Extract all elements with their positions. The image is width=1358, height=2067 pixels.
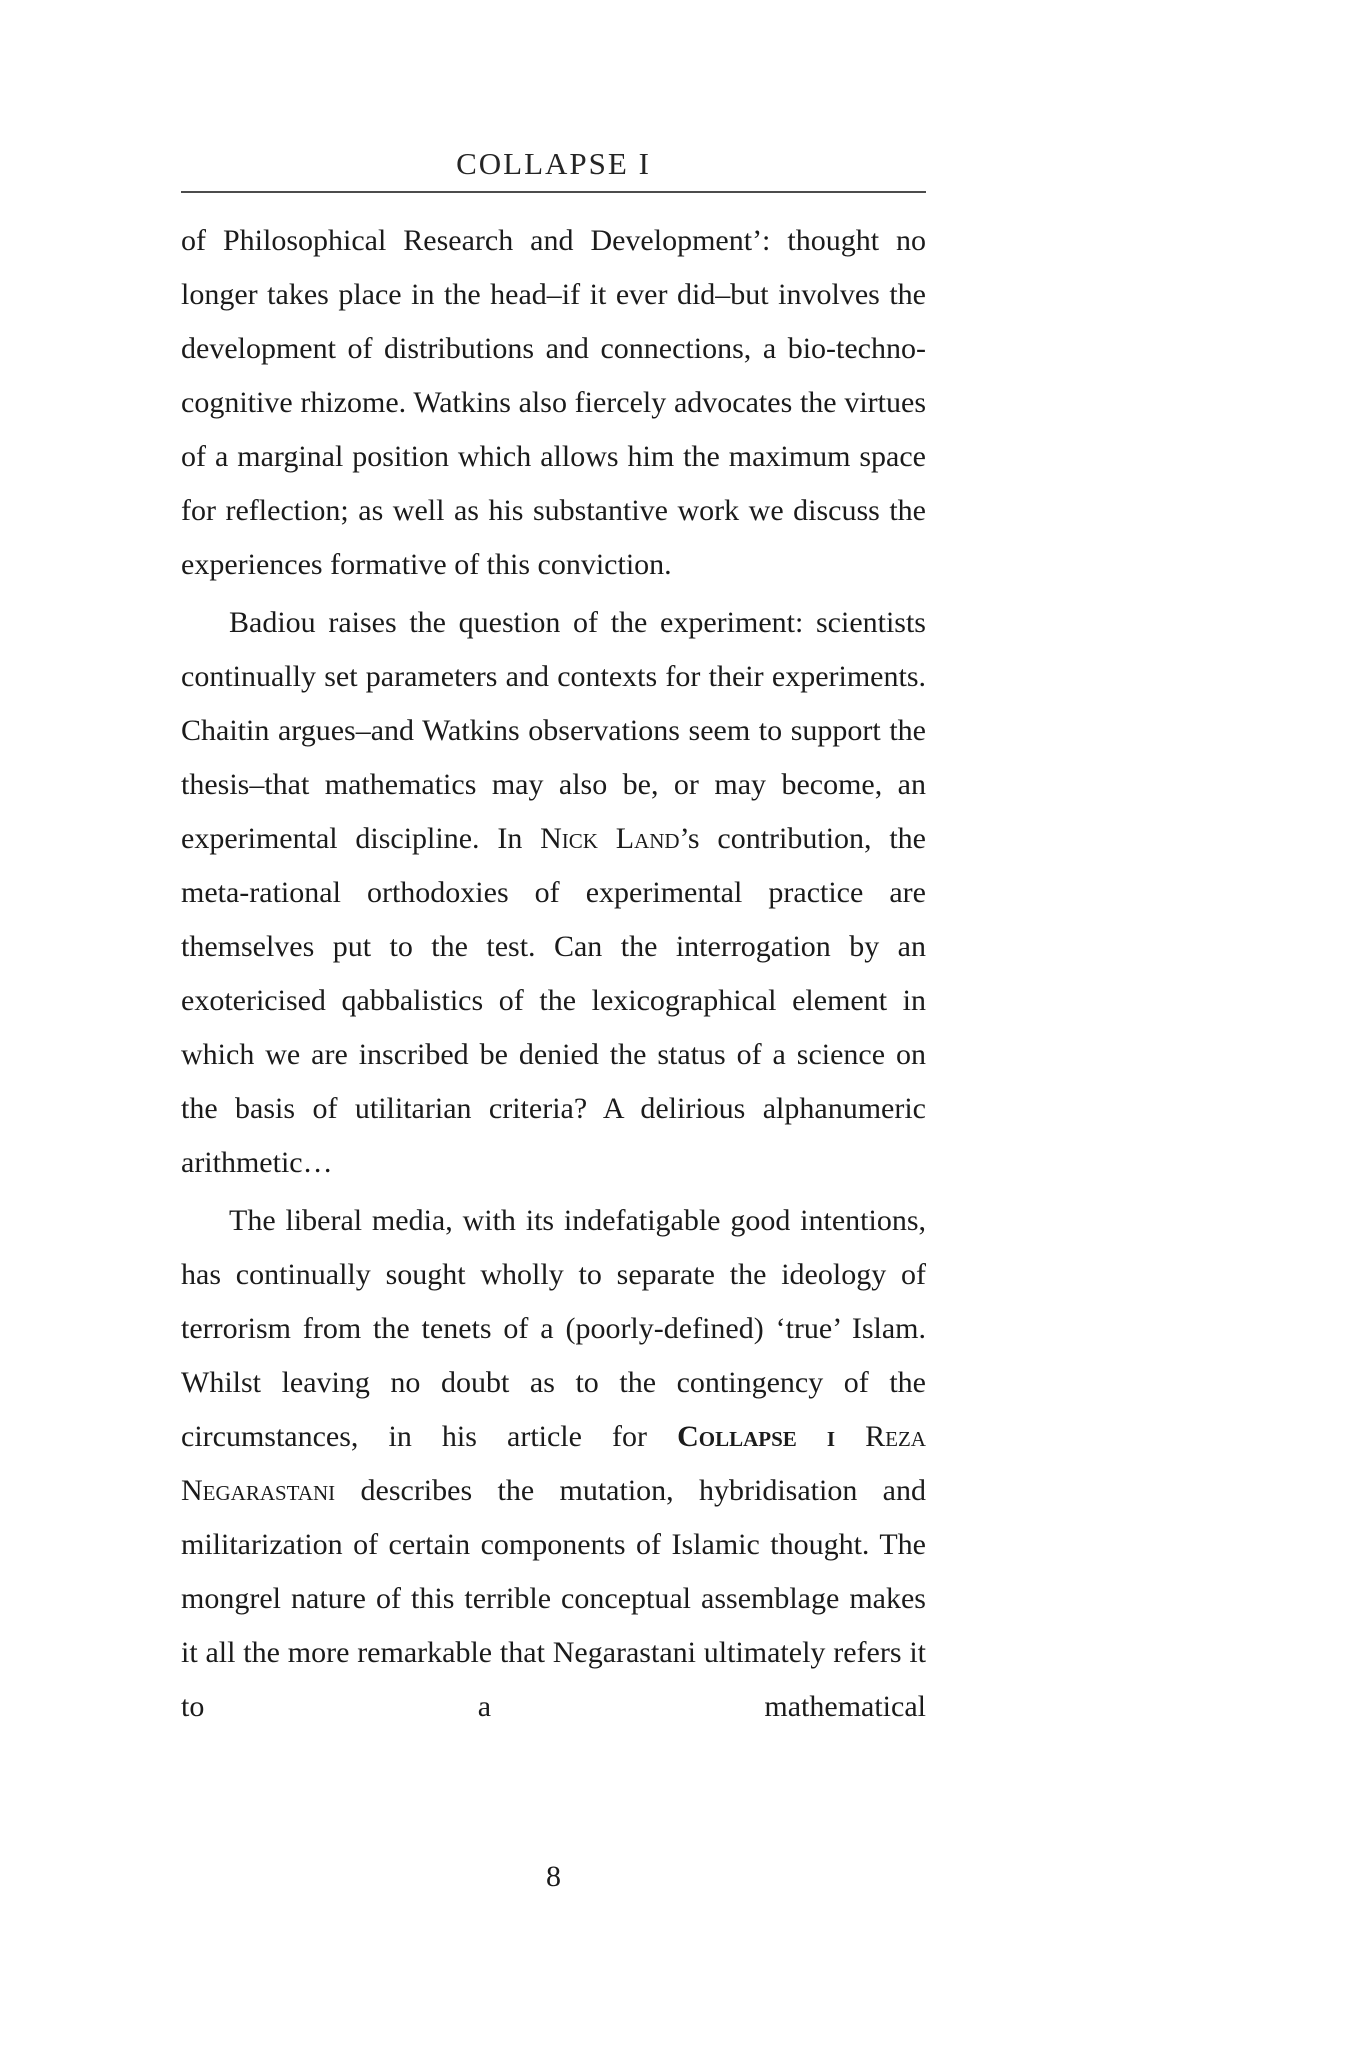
- body-text: [181, 214, 926, 1734]
- text-run: The liberal media, with its indefatigable good intentions, has continually sought wholly to separate the ideology of terrorism from the tenets of a (poorly-defined) ‘true’ Islam. Whilst leaving no doubt as to the contingency of the circumstances, in his article for: [181, 1204, 926, 1453]
- smallcaps-journal-title: Collapse i: [677, 1420, 866, 1453]
- running-header: COLLAPSE I: [456, 146, 651, 181]
- text-run: describes the mutation, hybridisation and militarization of certain components of Islamic thought. The mongrel nature of this terrible conceptual assemblage makes it all the more remarkable that Negarastani ultimately refers it to a mathematical: [181, 1474, 926, 1723]
- text-column: [181, 147, 926, 1734]
- header-rule: [181, 191, 926, 193]
- text-run: ’s contribution, the meta-rational orthodoxies of experimental practice are themselves put to the test. Can the interrogation by an exotericised qabbalistics of the lexicographical element in which we are inscribed be denied the status of a science on the basis of utilitarian criteria? A delirious alphanumeric arithmetic…: [181, 822, 926, 1179]
- text-run: Badiou raises the question of the experiment: scientists continually set parameters and contexts for their experiments. Chaitin argues–and Watkins observations seem to support the thesis–that mathematics may also be, or may become, an experimental discipline. In: [181, 606, 926, 855]
- smallcaps-author-name: Nick Land: [540, 822, 680, 855]
- paragraph-2: [181, 596, 926, 1190]
- paragraph-1: [181, 214, 926, 592]
- paragraph-3: [181, 1194, 926, 1734]
- text-run: of Philosophical Research and Development’: thought no longer takes place in the head–if it ever did–but involves the development of distributions and connections, a bio-techno-cognitive rhizome. Watkins also fiercely advocates the virtues of a marginal position which allows him the maximum space for reflection; as well as his substantive work we discuss the experiences formative of this conviction.: [181, 224, 926, 581]
- smallcaps-author-name: Reza Negarastani: [181, 1420, 926, 1507]
- page-number: 8: [546, 1860, 561, 1893]
